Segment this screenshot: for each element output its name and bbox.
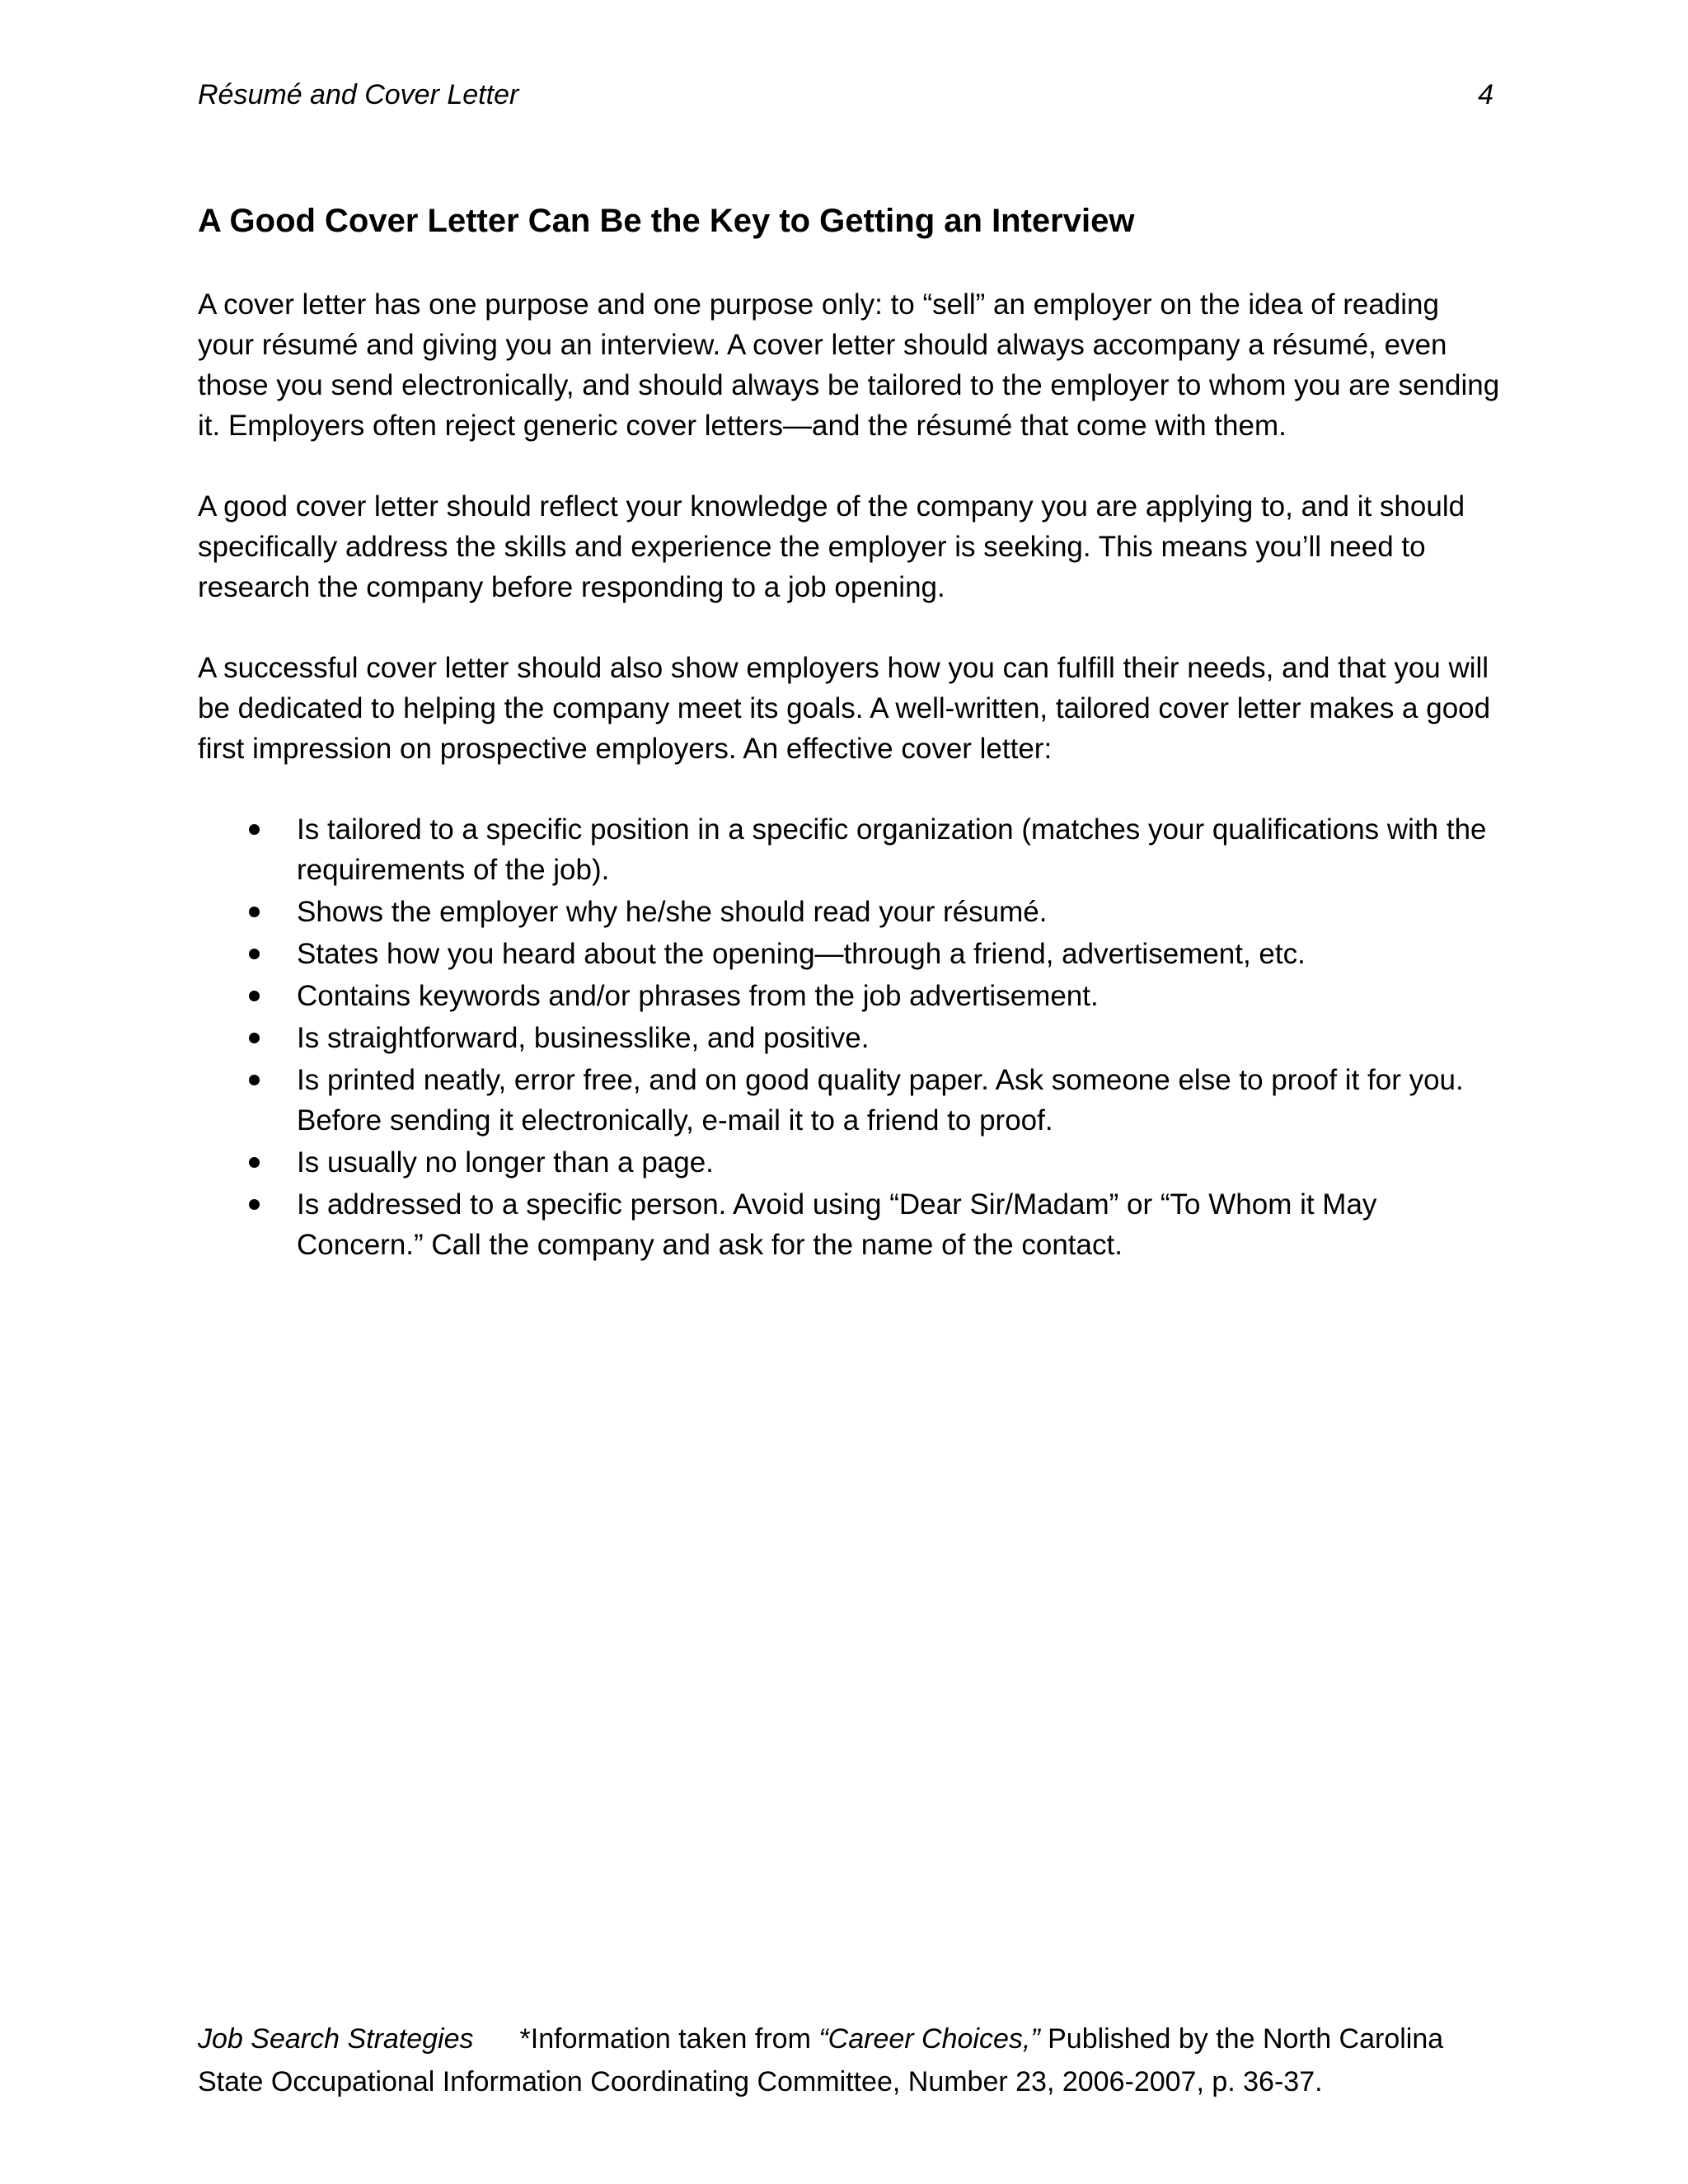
list-item-text: States how you heard about the opening—through a friend, advertisement, etc. xyxy=(297,938,1306,970)
running-header xyxy=(198,79,1493,120)
list-item xyxy=(198,934,1500,974)
list-item xyxy=(198,809,1500,890)
bullet-icon xyxy=(249,991,260,1001)
list-item xyxy=(198,1060,1500,1141)
list-item-text: Is usually no longer than a page. xyxy=(297,1146,714,1179)
bullet-icon xyxy=(249,1157,260,1168)
paragraph-purpose: A cover letter has one purpose and one purpose only: to “sell” an employer on the idea of reading your résumé and giving you an interview. A cover letter should always accompany a résumé, even those you send electronically, and should always be tailored to the employer to whom you are sending it. Employers often reject generic cover letters—and the résumé that come with them. xyxy=(198,288,1500,442)
list-item xyxy=(198,976,1500,1016)
bullet-icon xyxy=(249,907,260,917)
list-item xyxy=(198,1142,1500,1183)
bullet-icon xyxy=(249,949,260,959)
bullet-icon xyxy=(249,1033,260,1043)
effective-cover-letter-list xyxy=(198,809,1500,1265)
list-item-text: Is straightforward, businesslike, and positive. xyxy=(297,1022,870,1054)
footer-series: Job Search Strategies xyxy=(198,2023,474,2055)
body-text xyxy=(198,284,1500,1267)
list-item-text: Is printed neatly, error free, and on good quality paper. Ask someone else to proof it for you. Before sending it electronically, e-mail it to a friend to proof. xyxy=(297,1064,1464,1137)
page-footer xyxy=(198,2018,1500,2103)
footer-source-title: “Career Choices,” xyxy=(818,2023,1040,2055)
paragraph-knowledge: A good cover letter should reflect your knowledge of the company you are applying to, and it should specifically address the skills and experience the employer is seeking. This means you’ll need to research the company before responding to a job opening. xyxy=(198,490,1465,603)
list-item-text: Is addressed to a specific person. Avoid using “Dear Sir/Madam” or “To Whom it May Concern.” Call the company and ask for the name of the contact. xyxy=(297,1188,1377,1261)
list-item xyxy=(198,892,1500,932)
list-item-text: Shows the employer why he/she should read your résumé. xyxy=(297,896,1048,928)
list-item-text: Contains keywords and/or phrases from the job advertisement. xyxy=(297,980,1099,1012)
bullet-icon xyxy=(249,824,260,835)
section-heading: A Good Cover Letter Can Be the Key to Getting an Interview xyxy=(198,203,1135,239)
list-item-text: Is tailored to a specific position in a specific organization (matches your qualifications with the requirements of the job). xyxy=(297,813,1487,886)
page-number: 4 xyxy=(1478,79,1493,110)
list-item xyxy=(198,1184,1500,1265)
header-title: Résumé and Cover Letter xyxy=(198,79,519,110)
list-item xyxy=(198,1018,1500,1058)
footer-source-suffix: Published by the North Carolina State Occupational Information Coordinating Committee, Number 23, 2006-2007, p. 36-37. xyxy=(198,2023,1444,2097)
bullet-icon xyxy=(249,1199,260,1210)
paragraph-success: A successful cover letter should also show employers how you can fulfill their needs, and that you will be dedicated to helping the company meet its goals. A well-written, tailored cover letter makes a good first impression on prospective employers. An effective cover letter: xyxy=(198,652,1491,765)
footer-source-prefix: *Information taken from xyxy=(519,2023,819,2055)
bullet-icon xyxy=(249,1075,260,1085)
